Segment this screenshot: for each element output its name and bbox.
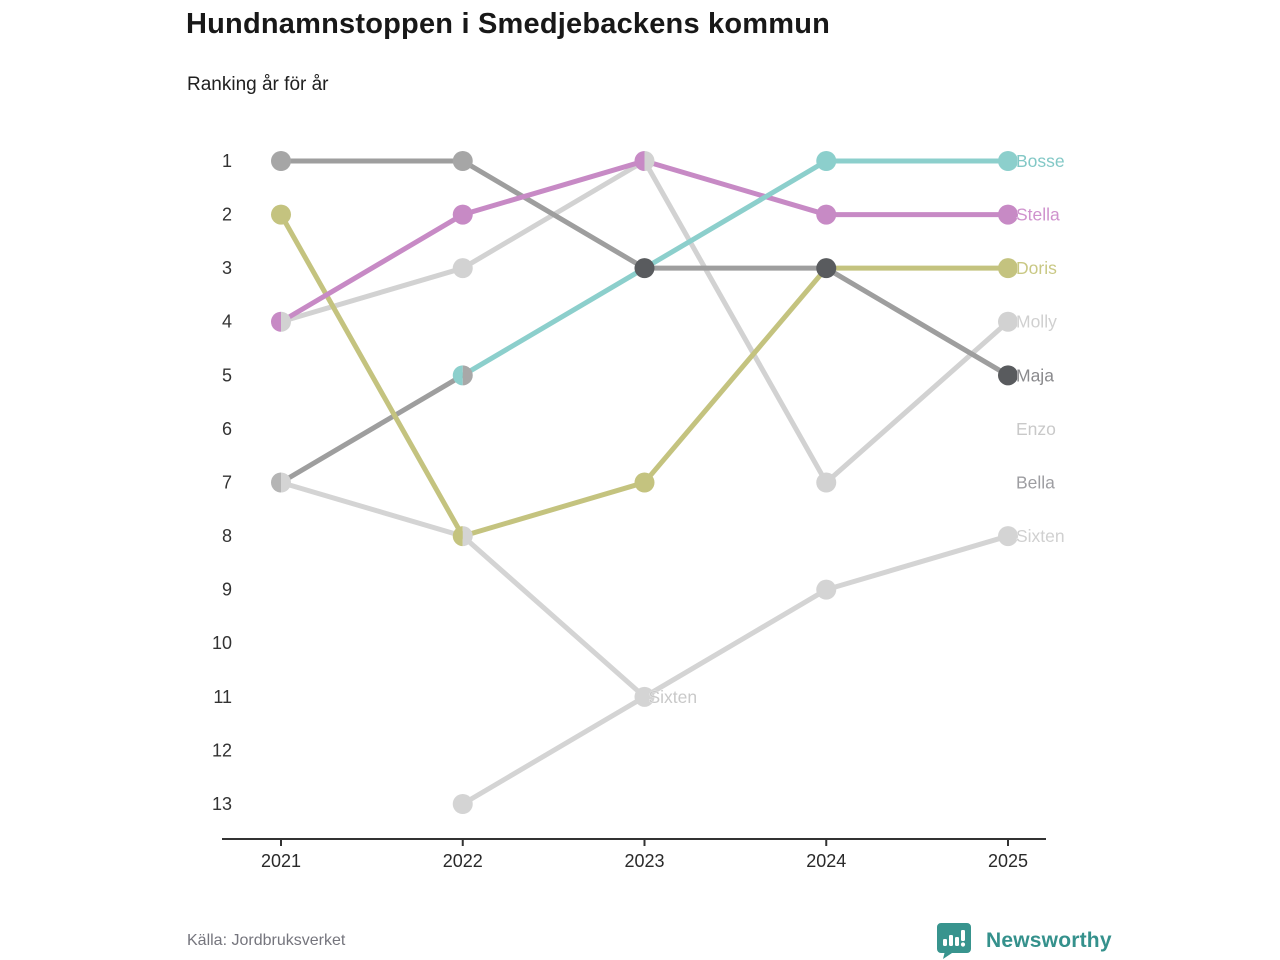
- newsworthy-logo-icon: [936, 922, 972, 960]
- series-line-sixten: [463, 536, 1008, 804]
- brand-name: Newsworthy: [986, 929, 1112, 952]
- data-dot: [635, 258, 655, 278]
- y-tick-label: 12: [211, 740, 232, 761]
- data-dot: [816, 151, 836, 171]
- y-tick-label: 8: [221, 526, 232, 547]
- data-dot: [998, 365, 1018, 385]
- data-dot: [453, 205, 473, 225]
- series-label-bosse: Bosse: [1016, 151, 1065, 171]
- data-dot: [998, 151, 1018, 171]
- series-line-bella: [281, 375, 463, 482]
- data-dot-left-half: [453, 526, 463, 546]
- y-tick-label: 10: [211, 633, 232, 654]
- x-tick-label: 2025: [987, 851, 1029, 871]
- y-tick-label: 4: [221, 311, 232, 332]
- data-dot: [453, 794, 473, 814]
- data-dot: [998, 205, 1018, 225]
- y-tick-label: 5: [221, 365, 232, 386]
- series-line-stella: [281, 161, 1008, 322]
- series-label-maja: Maja: [1016, 365, 1054, 386]
- data-dot: [816, 580, 836, 600]
- series-label-stella: Stella: [1016, 204, 1060, 225]
- data-dot: [453, 151, 473, 171]
- data-dot-left-half: [271, 312, 281, 332]
- y-tick-label: 13: [211, 793, 232, 814]
- data-dot: [453, 258, 473, 278]
- series-label-enzo: Enzo: [1016, 418, 1056, 439]
- y-tick-label: 2: [221, 204, 232, 225]
- data-dot: [271, 151, 291, 171]
- chart-subtitle: Ranking år för år: [187, 74, 329, 95]
- data-dot: [816, 205, 836, 225]
- x-tick-label: 2021: [260, 851, 302, 871]
- y-tick-label: 11: [213, 686, 232, 707]
- inline-series-label: Sixten: [648, 686, 698, 707]
- y-tick-label: 1: [221, 151, 232, 171]
- data-dot: [635, 472, 655, 492]
- series-label-molly: Molly: [1016, 311, 1057, 332]
- series-line-enzo: [281, 482, 645, 696]
- data-dot: [271, 205, 291, 225]
- y-tick-label: 3: [221, 258, 232, 279]
- chart-title: Hundnamnstoppen i Smedjebackens kommun: [186, 8, 831, 40]
- data-dot: [998, 258, 1018, 278]
- series-line-molly: [281, 161, 1008, 482]
- series-label-sixten: Sixten: [1016, 526, 1065, 547]
- data-dot: [998, 526, 1018, 546]
- y-tick-label: 9: [221, 579, 232, 600]
- x-tick-label: 2022: [442, 851, 483, 871]
- data-dot-left-half: [271, 472, 281, 492]
- data-dot-right-half: [645, 151, 655, 171]
- brand-footer: [936, 922, 1112, 960]
- y-tick-label: 6: [221, 418, 232, 439]
- series-label-bella: Bella: [1016, 472, 1055, 493]
- x-tick-label: 2023: [624, 851, 665, 871]
- data-dot: [816, 472, 836, 492]
- x-tick-label: 2024: [806, 851, 847, 871]
- data-dot: [816, 258, 836, 278]
- y-tick-label: 7: [221, 472, 232, 493]
- source-note: Källa: Jordbruksverket: [187, 932, 346, 949]
- series-label-doris: Doris: [1016, 258, 1057, 279]
- data-dot: [998, 312, 1018, 332]
